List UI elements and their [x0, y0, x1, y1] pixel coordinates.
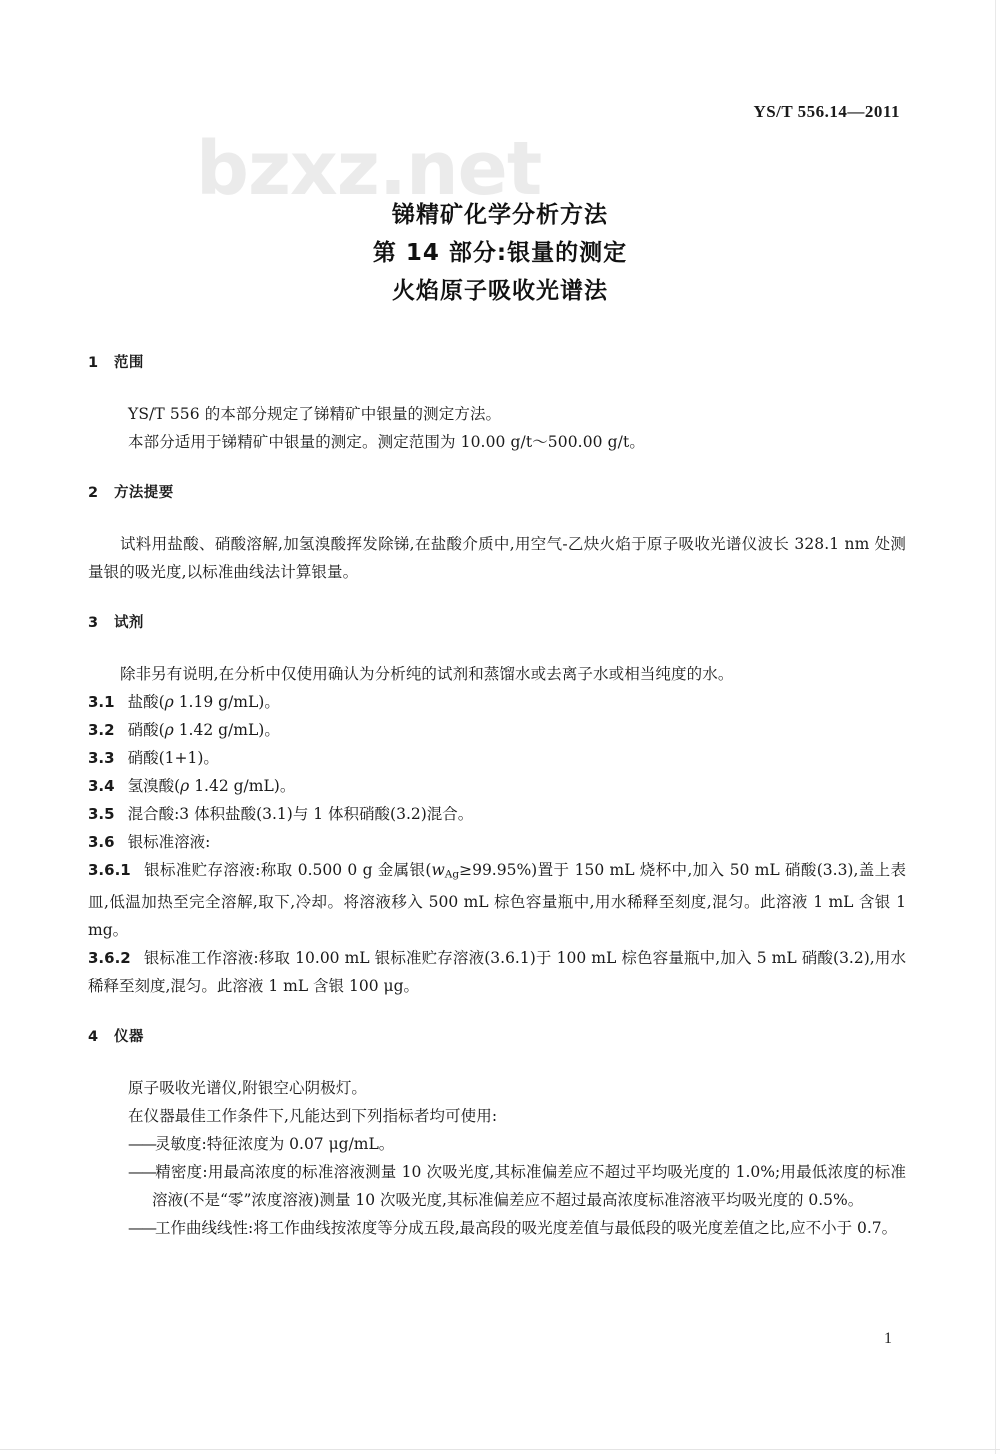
reagent-text-pre: 硝酸(	[127, 721, 165, 739]
reagent-item-3-6	[88, 828, 906, 856]
watermark: bzxz.net	[196, 126, 542, 212]
reagent-text-b: ≥99.95%)置于 150 mL 烧杯中,加入 50 mL 硝酸(3.3),盖上表皿,低温加热至完全溶解,取下,冷却。将溶液移入 500 mL 棕色容量瓶中,用水稀释至刻度,混匀。此溶液 1 mL 含银 1 mg。	[88, 861, 906, 940]
bullet-text: 精密度:用最高浓度的标准溶液测量 10 次吸光度,其标准偏差应不超过平均吸光度的 1.0%;用最低浓度的标准溶液(不是“零”浓度溶液)测量 10 次吸光度,其标准偏差应不超过最高浓度标准溶液平均吸光度的 0.5%。	[152, 1163, 906, 1210]
section-4-title: 仪器	[114, 1029, 144, 1046]
document-title	[0, 196, 1000, 310]
document-body	[88, 352, 906, 1242]
reagent-text-pre: 氢溴酸(	[127, 777, 181, 795]
section-1-number: 1	[88, 355, 99, 371]
reagent-text-pre: 盐酸(	[127, 693, 165, 711]
page-number: 1	[884, 1330, 892, 1347]
reagent-item-3-6-2	[88, 944, 906, 1000]
reagent-label: 3.1	[88, 693, 115, 711]
standard-number-header: YS/T 556.14—2011	[753, 102, 900, 121]
section-2-number: 2	[88, 485, 99, 501]
title-line-3: 火焰原子吸收光谱法	[392, 278, 608, 304]
reagent-label: 3.6	[88, 833, 115, 851]
reagent-label: 3.3	[88, 749, 115, 767]
section-1-heading	[88, 352, 906, 374]
scan-edge-bottom	[0, 1449, 1000, 1450]
reagent-text: 银标准工作溶液:移取 10.00 mL 银标准贮存溶液(3.6.1)于 100 mL 棕色容量瓶中,加入 5 mL 硝酸(3.2),用水稀释至刻度,混匀。此溶液 1 mL 含银 100 μg。	[88, 949, 906, 996]
rho-symbol: ρ	[180, 777, 190, 795]
title-line-2: 第 14 部分:银量的测定	[372, 240, 628, 266]
reagent-text-post: 1.42 g/mL)。	[189, 777, 296, 795]
section-1-title: 范围	[114, 355, 144, 371]
reagent-text-pre: 硝酸(1+1)。	[127, 749, 219, 767]
dash-marker: ——	[128, 1163, 155, 1182]
reagent-item-3-1	[88, 688, 906, 716]
reagent-label: 3.4	[88, 777, 115, 795]
reagent-text-pre: 混合酸:3 体积盐酸(3.1)与 1 体积硝酸(3.2)混合。	[127, 805, 474, 823]
instrument-bullet-linearity	[88, 1214, 906, 1242]
section-3-title: 试剂	[114, 615, 144, 631]
section-1-paragraph-2: 本部分适用于锑精矿中银量的测定。测定范围为 10.00 g/t～500.00 g/t。	[128, 433, 645, 451]
reagent-text-post: 1.42 g/mL)。	[173, 721, 280, 739]
section-1-paragraph-1: YS/T 556 的本部分规定了锑精矿中银量的测定方法。	[128, 405, 502, 423]
section-4-heading	[88, 1026, 906, 1048]
section-3-paragraph-1: 除非另有说明,在分析中仅使用确认为分析纯的试剂和蒸馏水或去离子水或相当纯度的水。	[120, 665, 734, 683]
reagent-text-a: 银标准贮存溶液:称取 0.500 0 g 金属银(	[143, 861, 432, 879]
bullet-text: 灵敏度:特征浓度为 0.07 μg/mL。	[155, 1135, 395, 1154]
reagent-label: 3.6.2	[88, 949, 131, 968]
section-4-paragraph-1: 原子吸收光谱仪,附银空心阴极灯。	[128, 1079, 368, 1098]
section-3-heading	[88, 612, 906, 634]
reagent-label: 3.6.1	[88, 861, 131, 879]
w-subscript: Ag	[444, 868, 460, 881]
spacer	[88, 1000, 906, 1026]
reagent-label: 3.5	[88, 805, 115, 823]
spacer	[88, 586, 906, 612]
spacer	[88, 504, 906, 530]
spacer	[88, 634, 906, 660]
section-2-title: 方法提要	[114, 485, 174, 501]
section-4-paragraph-2: 在仪器最佳工作条件下,凡能达到下列指标者均可使用:	[128, 1107, 498, 1126]
bullet-text: 工作曲线线性:将工作曲线按浓度等分成五段,最高段的吸光度差值与最低段的吸光度差值之比,应不小于 0.7。	[155, 1219, 898, 1238]
reagent-item-3-2	[88, 716, 906, 744]
reagent-text-post: 1.19 g/mL)。	[173, 693, 280, 711]
instrument-bullet-sensitivity	[88, 1130, 906, 1158]
spacer	[88, 1048, 906, 1074]
rho-symbol: ρ	[164, 721, 174, 739]
dash-marker: ——	[128, 1135, 155, 1154]
rho-symbol: ρ	[164, 693, 174, 711]
section-2-paragraph-1: 试料用盐酸、硝酸溶解,加氢溴酸挥发除锑,在盐酸介质中,用空气-乙炔火焰于原子吸收光谱仪波长 328.1 nm 处测量银的吸光度,以标准曲线法计算银量。	[88, 535, 906, 581]
instrument-bullet-precision	[88, 1158, 906, 1214]
section-4-number: 4	[88, 1029, 99, 1046]
reagent-item-3-5	[88, 800, 906, 828]
reagent-label: 3.2	[88, 721, 115, 739]
section-3-number: 3	[88, 615, 99, 631]
reagent-item-3-6-1	[88, 856, 906, 944]
title-line-1: 锑精矿化学分析方法	[392, 202, 608, 228]
reagent-item-3-4	[88, 772, 906, 800]
reagent-item-3-3	[88, 744, 906, 772]
w-symbol: w	[431, 861, 445, 879]
reagent-text-pre: 银标准溶液:	[127, 833, 211, 851]
spacer	[88, 456, 906, 482]
spacer	[88, 374, 906, 400]
section-2-heading	[88, 482, 906, 504]
dash-marker: ——	[128, 1219, 155, 1238]
